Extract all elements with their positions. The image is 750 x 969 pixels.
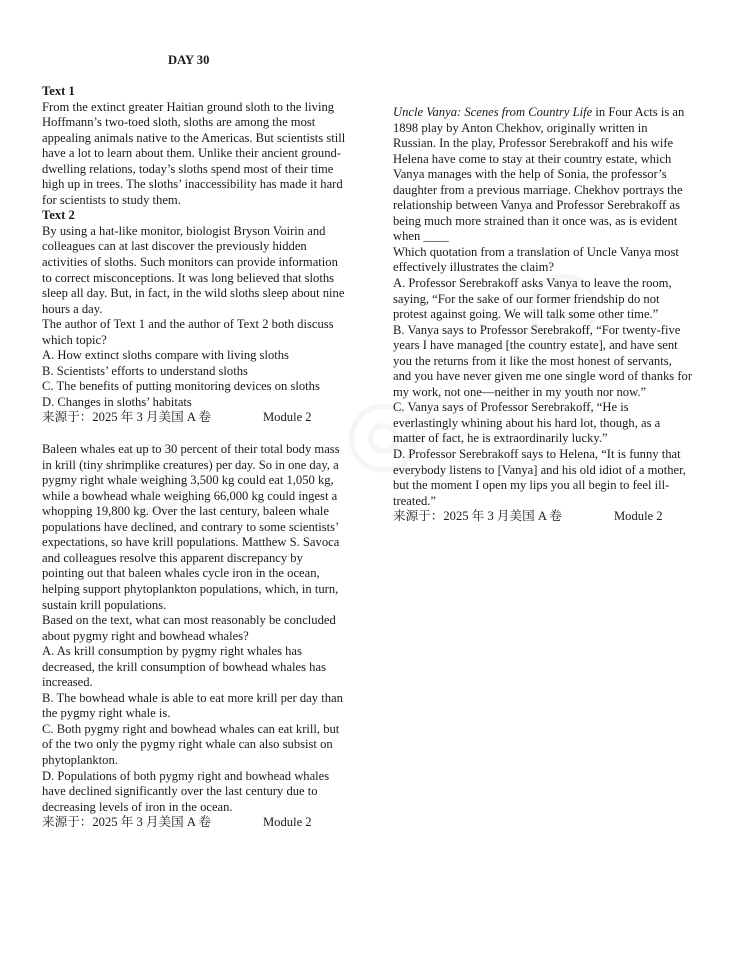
q2-question: Based on the text, what can most reasonably be concluded about pygmy right and bowhead whales?	[42, 613, 336, 643]
q1-option-c: C. The benefits of putting monitoring devices on sloths	[42, 379, 320, 394]
q2-option-c: C. Both pygmy right and bowhead whales can eat krill, but of the two only the pygmy right whale can also subsist on phytoplankton.	[42, 721, 340, 767]
left-column	[42, 84, 347, 831]
q3-passage-rest: in Four Acts is an 1898 play by Anton Chekhov, originally written in Russian. In the play, Professor Serebrakoff and his wife Helena have come to stay at their country estate, which Vanya manages with the help of Sonia, the professor’s daughter from a previous marriage. Chekhov portrays the relationship between Vanya and Professor Serebrakoff as being much more strained than it once was, as is evident when ____	[393, 105, 685, 244]
q2-source: 来源于：2025 年 3 月美国 A 卷	[42, 815, 211, 830]
q3-passage	[393, 105, 693, 245]
q3-option-c: C. Vanya says of Professor Serebrakoff, “He is everlastingly whining about his hard lot, though, as a matter of fact, he is extraordinarily lucky.”	[393, 400, 661, 446]
q2-source-line	[42, 815, 347, 831]
q3-question: Which quotation from a translation of Uncle Vanya most effectively illustrates the claim?	[393, 244, 679, 275]
q2-option-a: A. As krill consumption by pygmy right whales has decreased, the krill consumption of bowhead whales has increased.	[42, 644, 326, 690]
right-column	[393, 105, 693, 525]
q3-option-b: B. Vanya says to Professor Serebrakoff, “For twenty-five years I have managed [the country estate], and have sent you the returns from it like the most honest of servants, and you have never given me one single word of thanks for my work, not one—neither in my youth nor now.”	[393, 322, 693, 399]
q1-option-b: B. Scientists’ efforts to understand sloths	[42, 363, 248, 378]
text2-heading: Text 2	[42, 208, 75, 223]
q1-module: Module 2	[262, 410, 312, 425]
q3-source-line	[393, 509, 693, 525]
text1-body: From the extinct greater Haitian ground sloth to the living Hoffmann’s two-toed sloth, sloths are among the most appealing animals native to the Americas. But scientists still have a lot to learn about them. Unlike their ancient ground-dwelling relations, today’s sloths spend most of their time high up in trees. The sloths’ inaccessibility has made it hard for scientists to study them.	[42, 99, 346, 207]
q3-source: 来源于：2025 年 3 月美国 A 卷	[393, 509, 562, 524]
q1-source-line	[42, 410, 347, 426]
page-title: DAY 30	[168, 53, 210, 67]
text2-body: By using a hat-like monitor, biologist Bryson Voirin and colleagues can at last discover the previously hidden activities of sloths. Such monitors can provide information to correct misconceptions. It was long believed that sloths sleep all day. But, in fact, in the wild sloths sleep about nine hours a day.	[42, 223, 345, 316]
q2-option-d: D. Populations of both pygmy right and bowhead whales have declined significantly over the last century due to decreasing levels of iron in the ocean.	[42, 768, 330, 814]
q3-module: Module 2	[613, 509, 663, 524]
text1-heading: Text 1	[42, 84, 75, 98]
q1-source: 来源于：2025 年 3 月美国 A 卷	[42, 410, 211, 425]
q1-option-d: D. Changes in sloths’ habitats	[42, 394, 192, 409]
q3-option-a: A. Professor Serebrakoff asks Vanya to leave the room, saying, “For the sake of our former friendship do not protest against going. We will talk some other time.”	[393, 276, 672, 322]
q3-option-d: D. Professor Serebrakoff says to Helena, “It is funny that everybody listens to [Vanya] and his old idiot of a mother, but the moment I open my lips you all begin to feel ill-treated.”	[393, 447, 686, 508]
q2-option-b: B. The bowhead whale is able to eat more krill per day than the pygmy right whale is.	[42, 690, 343, 721]
q2-passage: Baleen whales eat up to 30 percent of their total body mass in krill (tiny shrimplike creatures) per day. So in one day, a pygmy right whale weighing 3,500 kg could eat 1,050 kg, while a bowhead whale weighing 66,000 kg could ingest a whopping 19,800 kg. Over the last century, baleen whale populations have declined, and contrary to some scientists’ expectations, so have krill populations. Matthew S. Savoca and colleagues resolve this apparent discrepancy by pointing out that baleen whales cycle iron in the ocean, helping support phytoplankton populations, which, in turn, sustain krill populations.	[42, 442, 340, 612]
q2-module: Module 2	[262, 815, 312, 830]
q1-question: The author of Text 1 and the author of Text 2 both discuss which topic?	[42, 317, 334, 347]
q1-option-a: A. How extinct sloths compare with living sloths	[42, 348, 289, 363]
q3-play-title: Uncle Vanya: Scenes from Country Life	[393, 105, 593, 119]
